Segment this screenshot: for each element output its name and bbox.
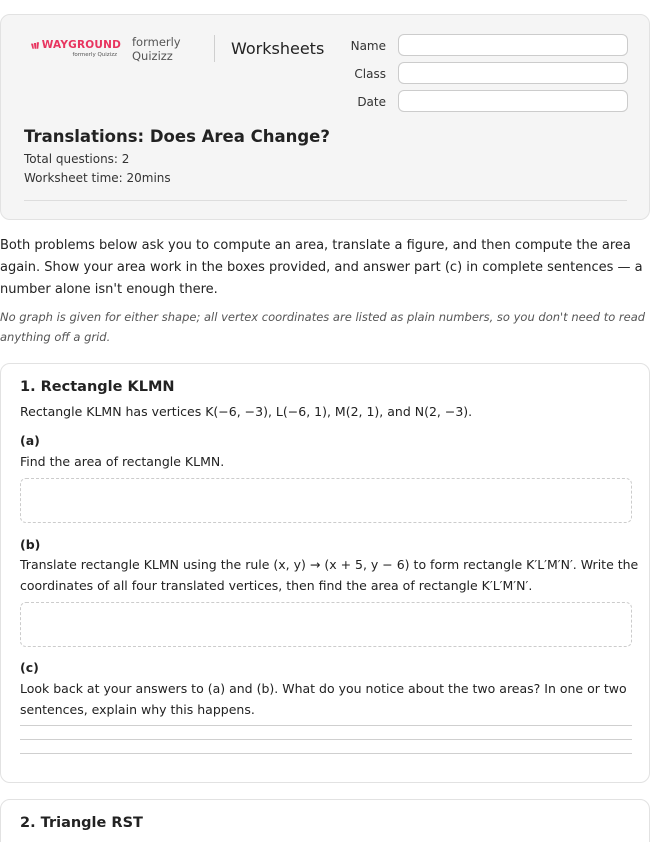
part-label-a: (a): [20, 433, 40, 448]
question-title: 1. Rectangle KLMN: [20, 379, 175, 395]
question-card-2: [0, 799, 650, 842]
header-divider: [214, 35, 215, 62]
formerly-label: formerly: [132, 35, 181, 49]
header-rule: [24, 200, 627, 201]
name-label: Name: [350, 39, 386, 53]
answer-box-a[interactable]: [20, 478, 632, 523]
answer-line[interactable]: [20, 725, 632, 726]
formerly-note: [132, 35, 181, 63]
part-text-b: Translate rectangle KLMN using the rule (x, y) → (x + 5, y − 6) to form rectangle K′L′M′N′. Write the coordinates of all four translated vertices, then find the area of rectangle K′L′M′N′.: [20, 557, 639, 593]
part-label-c: (c): [20, 660, 39, 675]
class-field[interactable]: [398, 62, 628, 84]
worksheet-title: Translations: Does Area Change?: [24, 127, 330, 146]
worksheet-time: Worksheet time: 20mins: [24, 171, 171, 185]
part-text-c: Look back at your answers to (a) and (b). What do you notice about the two areas? In one or two sentences, explain why this happens.: [20, 681, 627, 717]
total-questions: Total questions: 2: [24, 152, 130, 166]
date-field[interactable]: [398, 90, 628, 112]
question-title: 2. Triangle RST: [20, 815, 143, 831]
name-field[interactable]: [398, 34, 628, 56]
part-label-b: (b): [20, 537, 41, 552]
formerly-name: Quizizz: [132, 49, 173, 63]
instructions: Both problems below ask you to compute an area, translate a figure, and then compute the area again. Show your area work in the boxes provided, and answer part (c) in complete sentences — a number alone isn't enough there.: [0, 238, 643, 297]
part-text-a: Find the area of rectangle KLMN.: [20, 454, 225, 469]
logo-subtext: formerly Quizizz: [72, 52, 117, 58]
question-prompt: Rectangle KLMN has vertices K(−6, −3), L(−6, 1), M(2, 1), and N(2, −3).: [20, 404, 473, 419]
date-label: Date: [357, 95, 386, 109]
question-card-1: [0, 363, 650, 783]
logo-text: WAYGROUND: [41, 39, 121, 51]
wayground-logo: [31, 39, 121, 58]
instructions-note: No graph is given for either shape; all vertex coordinates are listed as plain numbers, so you don't need to read anything off a grid.: [0, 310, 646, 344]
section-title: Worksheets: [231, 39, 325, 58]
wayground-logo-icon: [31, 41, 40, 50]
answer-box-b[interactable]: [20, 602, 632, 647]
answer-line[interactable]: [20, 739, 632, 740]
worksheet-header: [0, 14, 650, 220]
class-label: Class: [354, 67, 386, 81]
answer-line[interactable]: [20, 753, 632, 754]
